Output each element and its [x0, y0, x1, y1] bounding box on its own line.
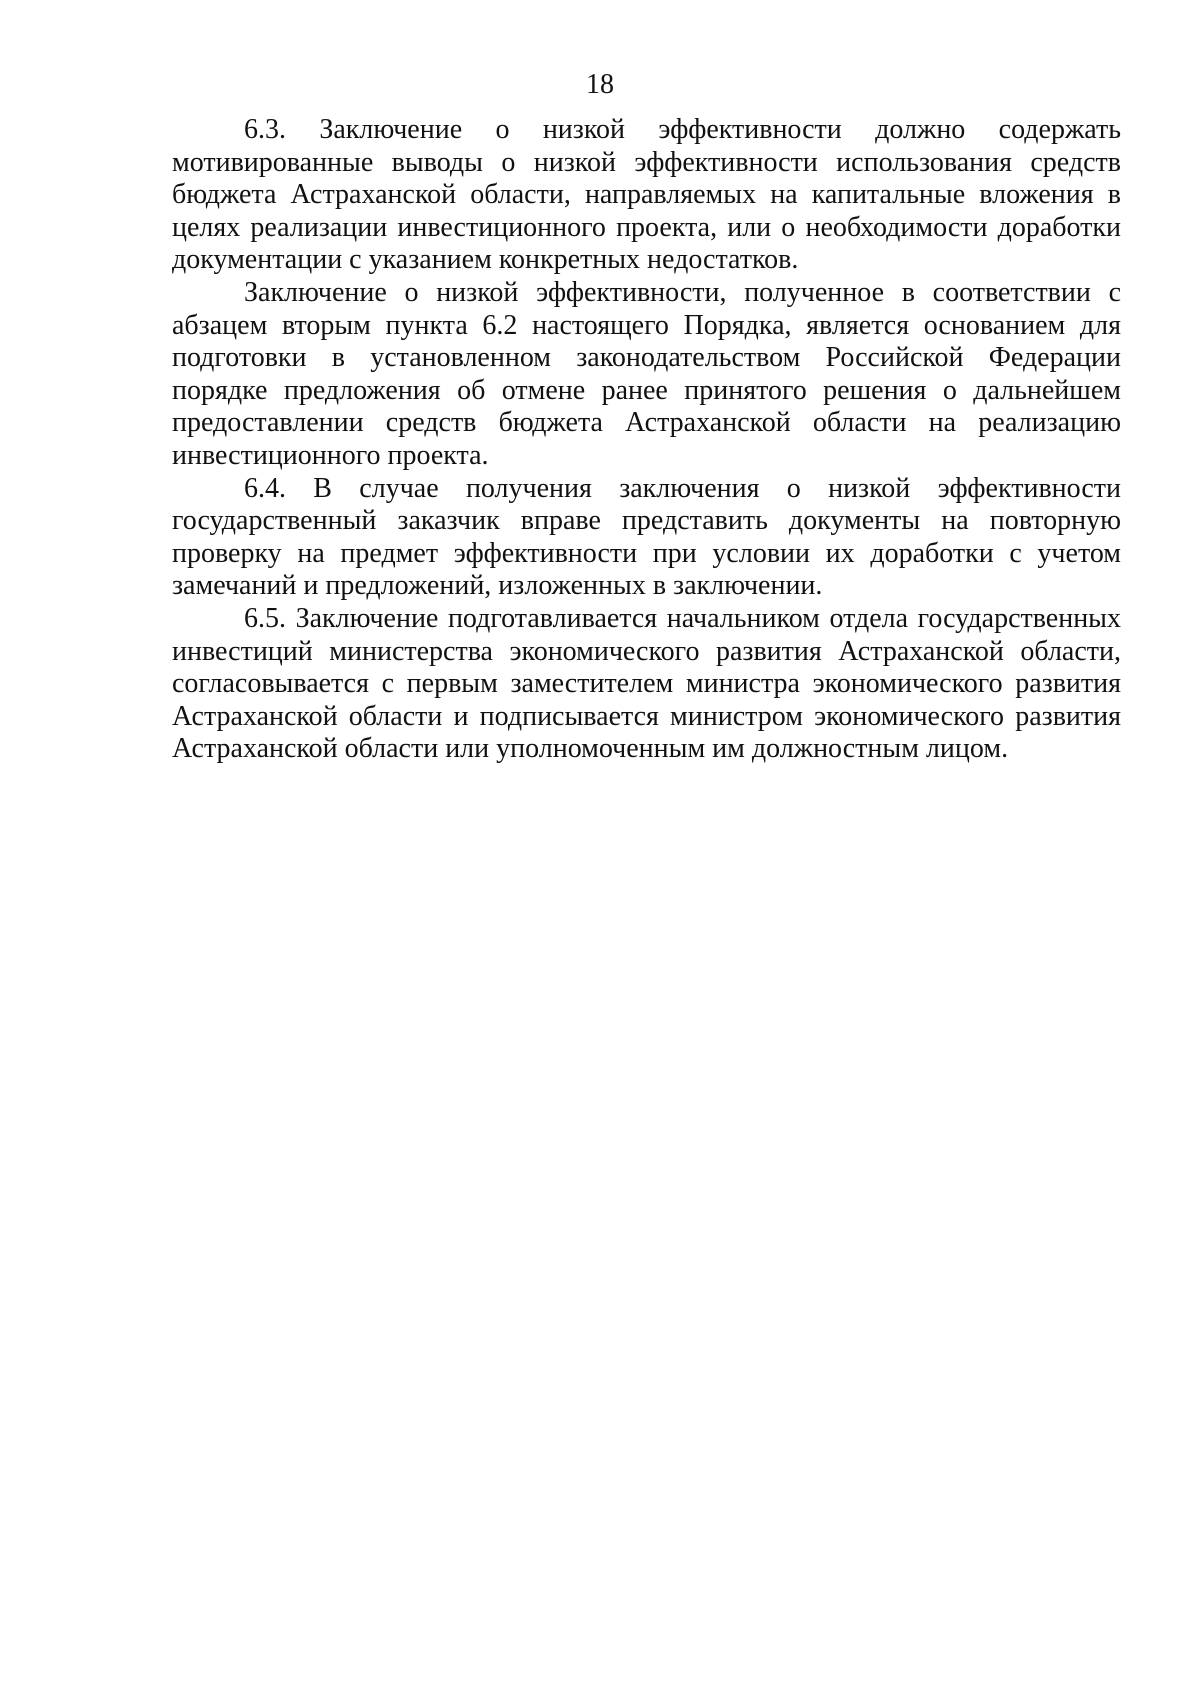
page-number: 18 — [586, 69, 614, 100]
paragraph-6-4: 6.4. В случае получения заключения о низкой эффективности государственный заказчик вправе представить документы на повторную проверку на предмет эффективности при условии их доработки с учетом замечаний и предложений, изложенных в заключении. — [172, 472, 1121, 602]
paragraph-6-3: 6.3. Заключение о низкой эффективности должно содержать мотивированные выводы о низкой эффективности использования средств бюджета Астраханской области, направляемых на капитальные вложения в целях реализации инвестиционного проекта, или о необходимости доработки документации с указанием конкретных недостатков. — [172, 114, 1121, 276]
paragraph-low-efficiency-conclusion: Заключение о низкой эффективности, полученное в соответствии с абзацем вторым пункта 6.2 настоящего Порядка, является основанием для подготовки в установленном законодательством Российской Федерации порядке предложения об отмене ранее принятого решения о дальнейшем предоставлении средств бюджета Астраханской области на реализацию инвестиционного проекта. — [172, 276, 1121, 471]
document-body — [172, 114, 1121, 766]
paragraph-6-5: 6.5. Заключение подготавливается начальником отдела государственных инвестиций министерства экономического развития Астраханской области, согласовывается с первым заместителем министра экономического развития Астраханской области и подписывается министром экономического развития Астраханской области или уполномоченным им должностным лицом. — [172, 602, 1121, 765]
